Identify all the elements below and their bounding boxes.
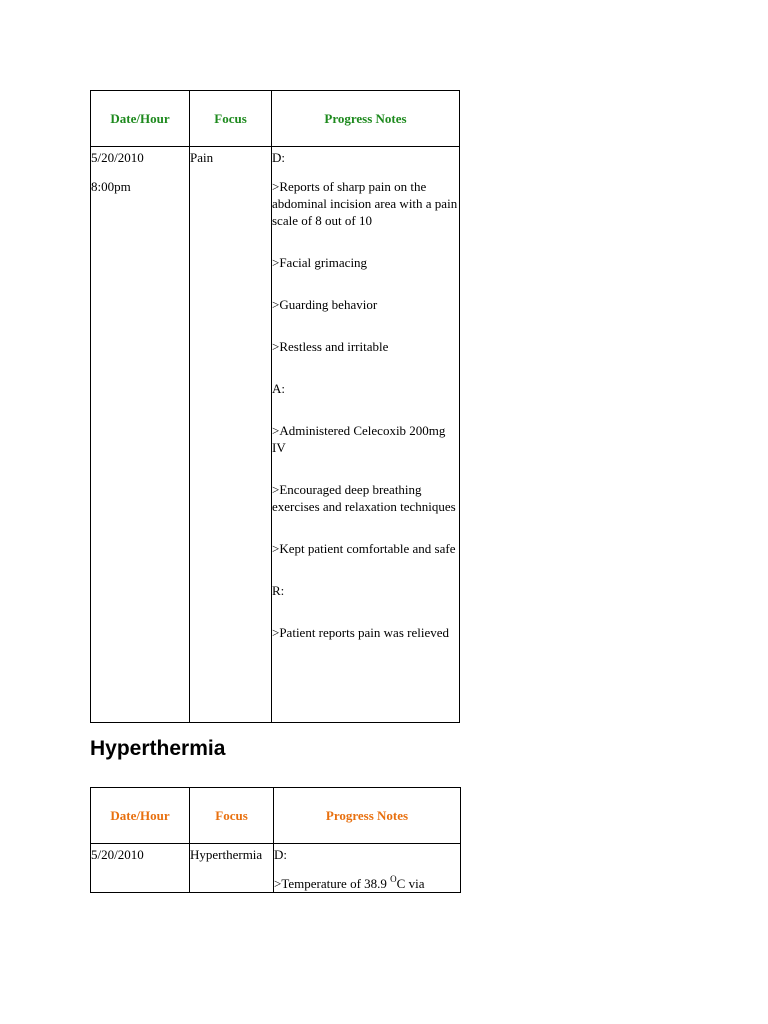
note-line: >Patient reports pain was relieved — [272, 625, 449, 640]
table-row — [91, 844, 461, 893]
header-date-hour: Date/Hour — [91, 91, 190, 147]
note-line: D: — [272, 150, 285, 165]
degree-symbol: O — [390, 873, 397, 884]
date-hour-cell — [91, 147, 190, 723]
pain-notes-table — [90, 90, 460, 723]
focus-text: Pain — [190, 150, 214, 165]
note-line: >Administered Celecoxib 200mg IV — [272, 423, 446, 455]
date-text: 5/20/2010 — [91, 150, 144, 165]
hyperthermia-notes-table — [90, 787, 461, 893]
table-header-row — [91, 91, 460, 147]
note-line: >Reports of sharp pain on the abdominal incision area with a pain scale of 8 out of 10 — [272, 179, 458, 228]
progress-notes-cell — [274, 844, 461, 893]
note-line: A: — [272, 381, 285, 396]
temperature-note — [274, 875, 460, 892]
header-focus: Focus — [190, 91, 272, 147]
note-line: >Kept patient comfortable and safe — [272, 541, 456, 556]
date-hour-cell — [91, 844, 190, 893]
note-line: >Guarding behavior — [272, 297, 378, 312]
header-date-hour: Date/Hour — [91, 788, 190, 844]
section-heading: Hyperthermia — [90, 737, 226, 760]
note-line: >Facial grimacing — [272, 255, 368, 270]
hour-text: 8:00pm — [91, 179, 131, 194]
note-line: D: — [274, 847, 287, 862]
header-progress-notes: Progress Notes — [274, 788, 461, 844]
date-text: 5/20/2010 — [91, 847, 144, 862]
header-progress-notes: Progress Notes — [272, 91, 460, 147]
table-row — [91, 147, 460, 723]
temperature-prefix: >Temperature of 38.9 — [274, 876, 391, 891]
focus-cell — [190, 844, 274, 893]
note-line: R: — [272, 583, 285, 598]
temperature-suffix: C via — [396, 876, 425, 891]
note-line: >Encouraged deep breathing exercises and relaxation techniques — [272, 482, 456, 514]
note-line: >Restless and irritable — [272, 339, 389, 354]
focus-text: Hyperthermia — [190, 847, 263, 862]
focus-cell — [190, 147, 272, 723]
progress-notes-cell — [272, 147, 460, 723]
table-header-row — [91, 788, 461, 844]
header-focus: Focus — [190, 788, 274, 844]
